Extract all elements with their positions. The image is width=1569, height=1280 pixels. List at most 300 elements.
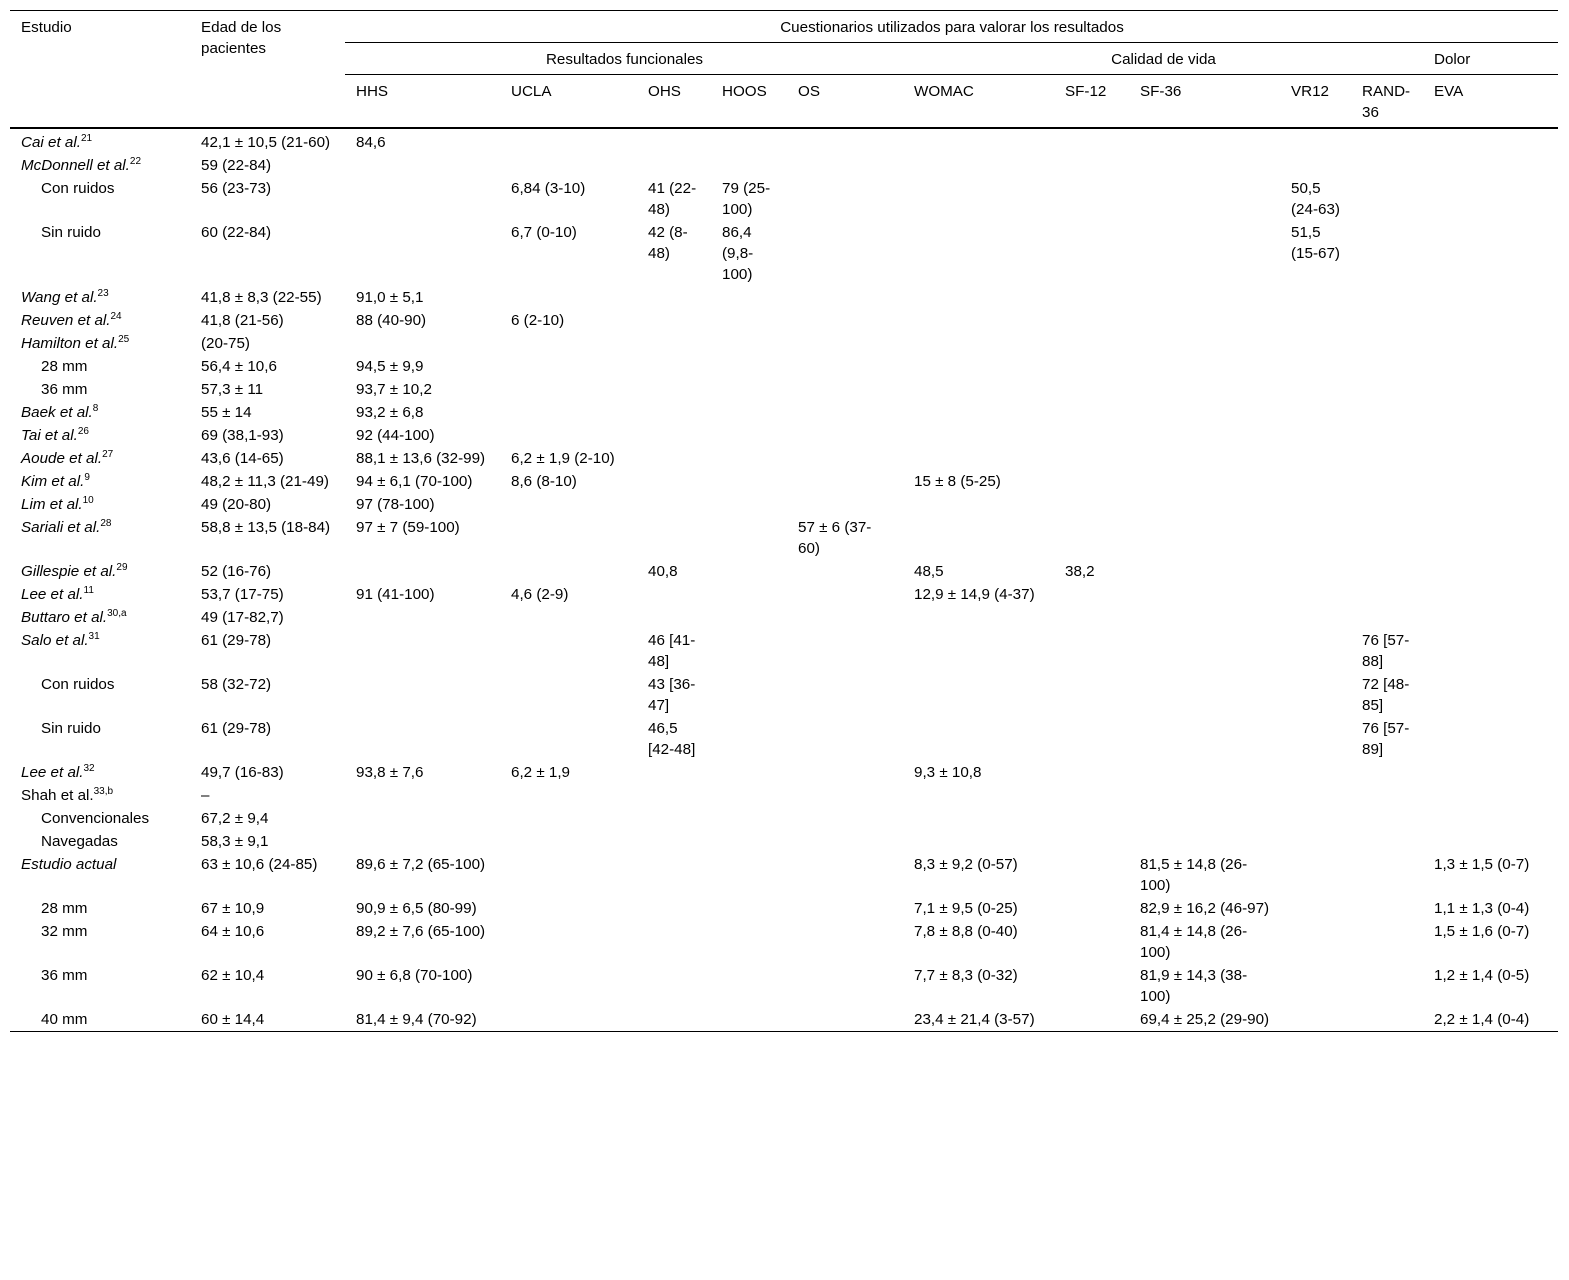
value-cell (1280, 964, 1351, 1008)
value-cell (500, 493, 637, 516)
value-cell (1129, 830, 1280, 853)
value-cell (500, 830, 637, 853)
table-row (10, 177, 1558, 221)
header-rand36: RAND-36 (1362, 83, 1411, 121)
study-cell (10, 830, 190, 853)
table-row (10, 830, 1558, 853)
reference-superscript: 22 (129, 156, 142, 167)
header-study: Estudio (21, 19, 72, 36)
value-cell (1280, 309, 1351, 332)
value-cell (903, 830, 1054, 853)
value-cell: 48,5 (914, 563, 944, 580)
value-cell (1280, 673, 1351, 717)
value-cell (1280, 606, 1351, 629)
value-cell: 1,1 ± 1,3 (0-4) (1434, 900, 1530, 917)
value-cell: 94,5 ± 9,9 (356, 358, 424, 375)
value-cell (787, 424, 903, 447)
value-cell (711, 784, 787, 807)
study-name: Wang et al. (21, 289, 98, 306)
value-cell (500, 128, 637, 154)
value-cell (1129, 309, 1280, 332)
value-cell (903, 516, 1054, 560)
value-cell (345, 221, 500, 286)
study-name: Gillespie et al. (21, 563, 117, 580)
header-eva: EVA (1434, 83, 1464, 100)
study-cell (10, 964, 190, 1008)
age-cell: 42,1 ± 10,5 (21-60) (201, 134, 331, 151)
value-cell (1423, 717, 1558, 761)
value-cell (1423, 447, 1558, 470)
value-cell: 6 (2-10) (511, 312, 565, 329)
value-cell (787, 853, 903, 897)
table-row (10, 583, 1558, 606)
value-cell (637, 128, 711, 154)
value-cell (1054, 761, 1129, 784)
study-name: Estudio actual (21, 856, 117, 873)
value-cell (787, 897, 903, 920)
value-cell (500, 1008, 637, 1032)
study-name: Buttaro et al. (21, 609, 108, 626)
age-cell: 48,2 ± 11,3 (21-49) (201, 473, 329, 490)
value-cell (637, 493, 711, 516)
value-cell (1129, 221, 1280, 286)
study-cell (10, 221, 190, 286)
value-cell (1423, 128, 1558, 154)
value-cell: 86,4 (9,8-100) (722, 224, 754, 283)
value-cell (1280, 897, 1351, 920)
value-cell (637, 309, 711, 332)
value-cell: 40,8 (648, 563, 678, 580)
value-cell (1129, 560, 1280, 583)
value-cell (500, 355, 637, 378)
value-cell: 1,3 ± 1,5 (0-7) (1434, 856, 1530, 873)
reference-superscript: 30,a (107, 608, 127, 619)
header-ucla: UCLA (511, 83, 552, 100)
value-cell (1129, 629, 1280, 673)
value-cell (637, 286, 711, 309)
value-cell (1054, 784, 1129, 807)
value-cell (903, 221, 1054, 286)
value-cell: 84,6 (356, 134, 386, 151)
value-cell (711, 470, 787, 493)
age-cell: 58,8 ± 13,5 (18-84) (201, 519, 331, 536)
value-cell (1054, 493, 1129, 516)
value-cell (1351, 309, 1423, 332)
value-cell (1054, 401, 1129, 424)
table-row (10, 560, 1558, 583)
value-cell (787, 629, 903, 673)
value-cell (1423, 332, 1558, 355)
value-cell (637, 897, 711, 920)
value-cell (787, 807, 903, 830)
value-cell (1280, 784, 1351, 807)
value-cell (1351, 830, 1423, 853)
value-cell: 81,4 ± 14,8 (26-100) (1140, 923, 1248, 961)
value-cell (637, 424, 711, 447)
value-cell (1054, 920, 1129, 964)
value-cell (1054, 447, 1129, 470)
value-cell (500, 853, 637, 897)
value-cell (711, 1008, 787, 1032)
value-cell (1054, 673, 1129, 717)
study-cell (10, 606, 190, 629)
value-cell (1054, 177, 1129, 221)
age-cell: 67 ± 10,9 (201, 900, 265, 917)
age-cell: 55 ± 14 (201, 404, 252, 421)
value-cell (1280, 355, 1351, 378)
value-cell (903, 784, 1054, 807)
value-cell (711, 830, 787, 853)
age-cell: 60 (22-84) (201, 224, 272, 241)
study-name: Aoude et al. (21, 450, 103, 467)
table-row (10, 332, 1558, 355)
study-cell (10, 717, 190, 761)
value-cell (787, 355, 903, 378)
value-cell (1054, 286, 1129, 309)
value-cell: 81,4 ± 9,4 (70-92) (356, 1011, 477, 1028)
study-cell (10, 1008, 190, 1032)
value-cell (1423, 784, 1558, 807)
table-row (10, 378, 1558, 401)
value-cell (787, 332, 903, 355)
value-cell: 15 ± 8 (5-25) (914, 473, 1001, 490)
study-cell (10, 154, 190, 177)
study-cell (10, 807, 190, 830)
value-cell: 4,6 (2-9) (511, 586, 569, 603)
value-cell (500, 401, 637, 424)
value-cell (345, 784, 500, 807)
study-name: Convencionales (41, 810, 150, 827)
value-cell: 88,1 ± 13,6 (32-99) (356, 450, 486, 467)
value-cell (1054, 964, 1129, 1008)
value-cell (787, 784, 903, 807)
value-cell: 6,2 ± 1,9 (2-10) (511, 450, 615, 467)
age-cell: 64 ± 10,6 (201, 923, 265, 940)
value-cell (903, 378, 1054, 401)
value-cell (500, 807, 637, 830)
age-cell: 59 (22-84) (201, 157, 272, 174)
value-cell: 57 ± 6 (37-60) (798, 519, 872, 557)
value-cell: 69,4 ± 25,2 (29-90) (1140, 1011, 1270, 1028)
header-quality: Calidad de vida (903, 43, 1423, 75)
value-cell (1129, 717, 1280, 761)
value-cell (903, 355, 1054, 378)
table-row (10, 447, 1558, 470)
value-cell (637, 784, 711, 807)
value-cell (500, 560, 637, 583)
value-cell: 46 [41-48] (648, 632, 696, 670)
value-cell: 8,3 ± 9,2 (0-57) (914, 856, 1018, 873)
value-cell (1351, 1008, 1423, 1032)
value-cell (1351, 128, 1423, 154)
reference-superscript: 10 (82, 495, 94, 506)
value-cell (711, 964, 787, 1008)
value-cell (1054, 470, 1129, 493)
value-cell (500, 784, 637, 807)
reference-superscript: 23 (97, 288, 109, 299)
value-cell (903, 309, 1054, 332)
study-cell (10, 897, 190, 920)
value-cell (1280, 807, 1351, 830)
value-cell: 97 (78-100) (356, 496, 435, 513)
value-cell (903, 493, 1054, 516)
value-cell (637, 830, 711, 853)
study-cell (10, 920, 190, 964)
age-cell: 60 ± 14,4 (201, 1011, 265, 1028)
value-cell: 93,7 ± 10,2 (356, 381, 432, 398)
value-cell (345, 177, 500, 221)
value-cell (1129, 401, 1280, 424)
value-cell (787, 154, 903, 177)
value-cell (711, 493, 787, 516)
value-cell (500, 154, 637, 177)
value-cell: 9,3 ± 10,8 (914, 764, 982, 781)
value-cell: 7,7 ± 8,3 (0-32) (914, 967, 1018, 984)
study-cell (10, 355, 190, 378)
value-cell (787, 493, 903, 516)
value-cell (711, 401, 787, 424)
value-cell (711, 447, 787, 470)
value-cell (1054, 516, 1129, 560)
study-cell (10, 761, 190, 784)
value-cell (1054, 221, 1129, 286)
value-cell (1280, 286, 1351, 309)
value-cell (345, 717, 500, 761)
reference-superscript: 26 (77, 426, 89, 437)
table-row (10, 286, 1558, 309)
value-cell (711, 853, 787, 897)
value-cell (345, 154, 500, 177)
value-cell (711, 516, 787, 560)
value-cell (500, 629, 637, 673)
value-cell (345, 332, 500, 355)
header-ohs: OHS (648, 83, 681, 100)
value-cell (711, 673, 787, 717)
value-cell (637, 447, 711, 470)
value-cell: 92 (44-100) (356, 427, 435, 444)
value-cell: 46,5 [42-48] (648, 720, 696, 758)
value-cell (1423, 761, 1558, 784)
value-cell (1054, 807, 1129, 830)
table-row (10, 470, 1558, 493)
value-cell (637, 516, 711, 560)
value-cell (1280, 332, 1351, 355)
value-cell (500, 424, 637, 447)
value-cell (1280, 154, 1351, 177)
age-cell: 49 (17-82,7) (201, 609, 284, 626)
value-cell (1280, 920, 1351, 964)
study-name: Sariali et al. (21, 519, 101, 536)
study-cell (10, 378, 190, 401)
value-cell (1423, 673, 1558, 717)
value-cell (345, 560, 500, 583)
value-cell (711, 606, 787, 629)
value-cell (1351, 154, 1423, 177)
table-row (10, 424, 1558, 447)
value-cell (1129, 424, 1280, 447)
value-cell: 82,9 ± 16,2 (46-97) (1140, 900, 1270, 917)
value-cell (1280, 853, 1351, 897)
value-cell (1129, 154, 1280, 177)
study-name: 28 mm (41, 900, 88, 917)
value-cell (787, 583, 903, 606)
study-cell (10, 560, 190, 583)
study-cell (10, 583, 190, 606)
value-cell: 6,2 ± 1,9 (511, 764, 570, 781)
table-body (10, 128, 1558, 1032)
age-cell: 67,2 ± 9,4 (201, 810, 269, 827)
value-cell (711, 717, 787, 761)
value-cell (787, 964, 903, 1008)
value-cell (1351, 286, 1423, 309)
table-row (10, 897, 1558, 920)
value-cell (500, 717, 637, 761)
value-cell (637, 761, 711, 784)
value-cell (1351, 470, 1423, 493)
value-cell (1423, 606, 1558, 629)
value-cell (1423, 424, 1558, 447)
value-cell (345, 807, 500, 830)
study-name: Baek et al. (21, 404, 93, 421)
value-cell: 1,5 ± 1,6 (0-7) (1434, 923, 1530, 940)
table-row (10, 606, 1558, 629)
value-cell (1054, 629, 1129, 673)
header-hhs: HHS (356, 83, 389, 100)
value-cell (637, 470, 711, 493)
value-cell (1129, 470, 1280, 493)
value-cell (1054, 583, 1129, 606)
value-cell (1280, 629, 1351, 673)
value-cell (1351, 761, 1423, 784)
value-cell (1054, 154, 1129, 177)
value-cell (1351, 424, 1423, 447)
reference-superscript: 25 (118, 334, 130, 345)
value-cell: 42 (8-48) (648, 224, 688, 262)
value-cell (500, 673, 637, 717)
value-cell (1280, 560, 1351, 583)
study-cell (10, 629, 190, 673)
value-cell (1129, 177, 1280, 221)
table-row (10, 516, 1558, 560)
age-cell: 63 ± 10,6 (24-85) (201, 856, 318, 873)
value-cell (500, 964, 637, 1008)
value-cell: 81,9 ± 14,3 (38-100) (1140, 967, 1248, 1005)
study-cell (10, 286, 190, 309)
value-cell: 2,2 ± 1,4 (0-4) (1434, 1011, 1530, 1028)
value-cell (637, 964, 711, 1008)
table-row (10, 154, 1558, 177)
age-cell: (20-75) (201, 335, 250, 352)
value-cell (711, 629, 787, 673)
table-row (10, 761, 1558, 784)
value-cell (1129, 332, 1280, 355)
study-cell (10, 401, 190, 424)
header-age: Edad de los pacientes (201, 19, 282, 57)
header-vr12: VR12 (1291, 83, 1329, 100)
value-cell (711, 286, 787, 309)
results-table (10, 10, 1558, 1032)
value-cell (711, 332, 787, 355)
table-row (10, 493, 1558, 516)
value-cell (345, 830, 500, 853)
value-cell (1423, 807, 1558, 830)
value-cell: 6,84 (3-10) (511, 180, 586, 197)
value-cell (1423, 177, 1558, 221)
value-cell (1423, 830, 1558, 853)
value-cell: 89,2 ± 7,6 (65-100) (356, 923, 486, 940)
value-cell (637, 920, 711, 964)
value-cell (1054, 128, 1129, 154)
value-cell (637, 807, 711, 830)
study-name: Lim et al. (21, 496, 83, 513)
value-cell (1280, 1008, 1351, 1032)
value-cell (500, 378, 637, 401)
value-cell (1129, 606, 1280, 629)
value-cell (903, 128, 1054, 154)
value-cell (1129, 583, 1280, 606)
age-cell: 58,3 ± 9,1 (201, 833, 269, 850)
value-cell (345, 673, 500, 717)
study-cell (10, 493, 190, 516)
study-name: McDonnell et al. (21, 157, 130, 174)
value-cell (711, 761, 787, 784)
value-cell: 93,8 ± 7,6 (356, 764, 424, 781)
value-cell (711, 154, 787, 177)
study-cell (10, 177, 190, 221)
value-cell: 97 ± 7 (59-100) (356, 519, 460, 536)
value-cell (1280, 378, 1351, 401)
study-name: Salo et al. (21, 632, 89, 649)
value-cell (1351, 606, 1423, 629)
value-cell (903, 447, 1054, 470)
study-cell (10, 128, 190, 154)
value-cell (1129, 447, 1280, 470)
age-cell: 41,8 ± 8,3 (22-55) (201, 289, 322, 306)
value-cell (637, 154, 711, 177)
value-cell (1351, 516, 1423, 560)
value-cell (787, 1008, 903, 1032)
header-functional: Resultados funcionales (345, 43, 903, 75)
value-cell (1351, 807, 1423, 830)
table-row (10, 309, 1558, 332)
value-cell (1054, 1008, 1129, 1032)
reference-superscript: 9 (84, 472, 90, 483)
study-name: 36 mm (41, 967, 88, 984)
value-cell (1054, 332, 1129, 355)
value-cell (1351, 221, 1423, 286)
table-row (10, 853, 1558, 897)
age-cell: 52 (16-76) (201, 563, 272, 580)
study-cell (10, 332, 190, 355)
value-cell (711, 355, 787, 378)
value-cell (500, 516, 637, 560)
value-cell (711, 583, 787, 606)
value-cell (903, 286, 1054, 309)
value-cell (637, 1008, 711, 1032)
value-cell: 81,5 ± 14,8 (26-100) (1140, 856, 1248, 894)
value-cell (1351, 560, 1423, 583)
age-cell: 69 (38,1-93) (201, 427, 284, 444)
study-name: Sin ruido (41, 720, 101, 737)
reference-superscript: 31 (88, 631, 100, 642)
value-cell (1423, 516, 1558, 560)
value-cell (1423, 378, 1558, 401)
value-cell (1129, 493, 1280, 516)
value-cell (787, 673, 903, 717)
value-cell (787, 717, 903, 761)
value-cell (1280, 493, 1351, 516)
study-name: Reuven et al. (21, 312, 111, 329)
